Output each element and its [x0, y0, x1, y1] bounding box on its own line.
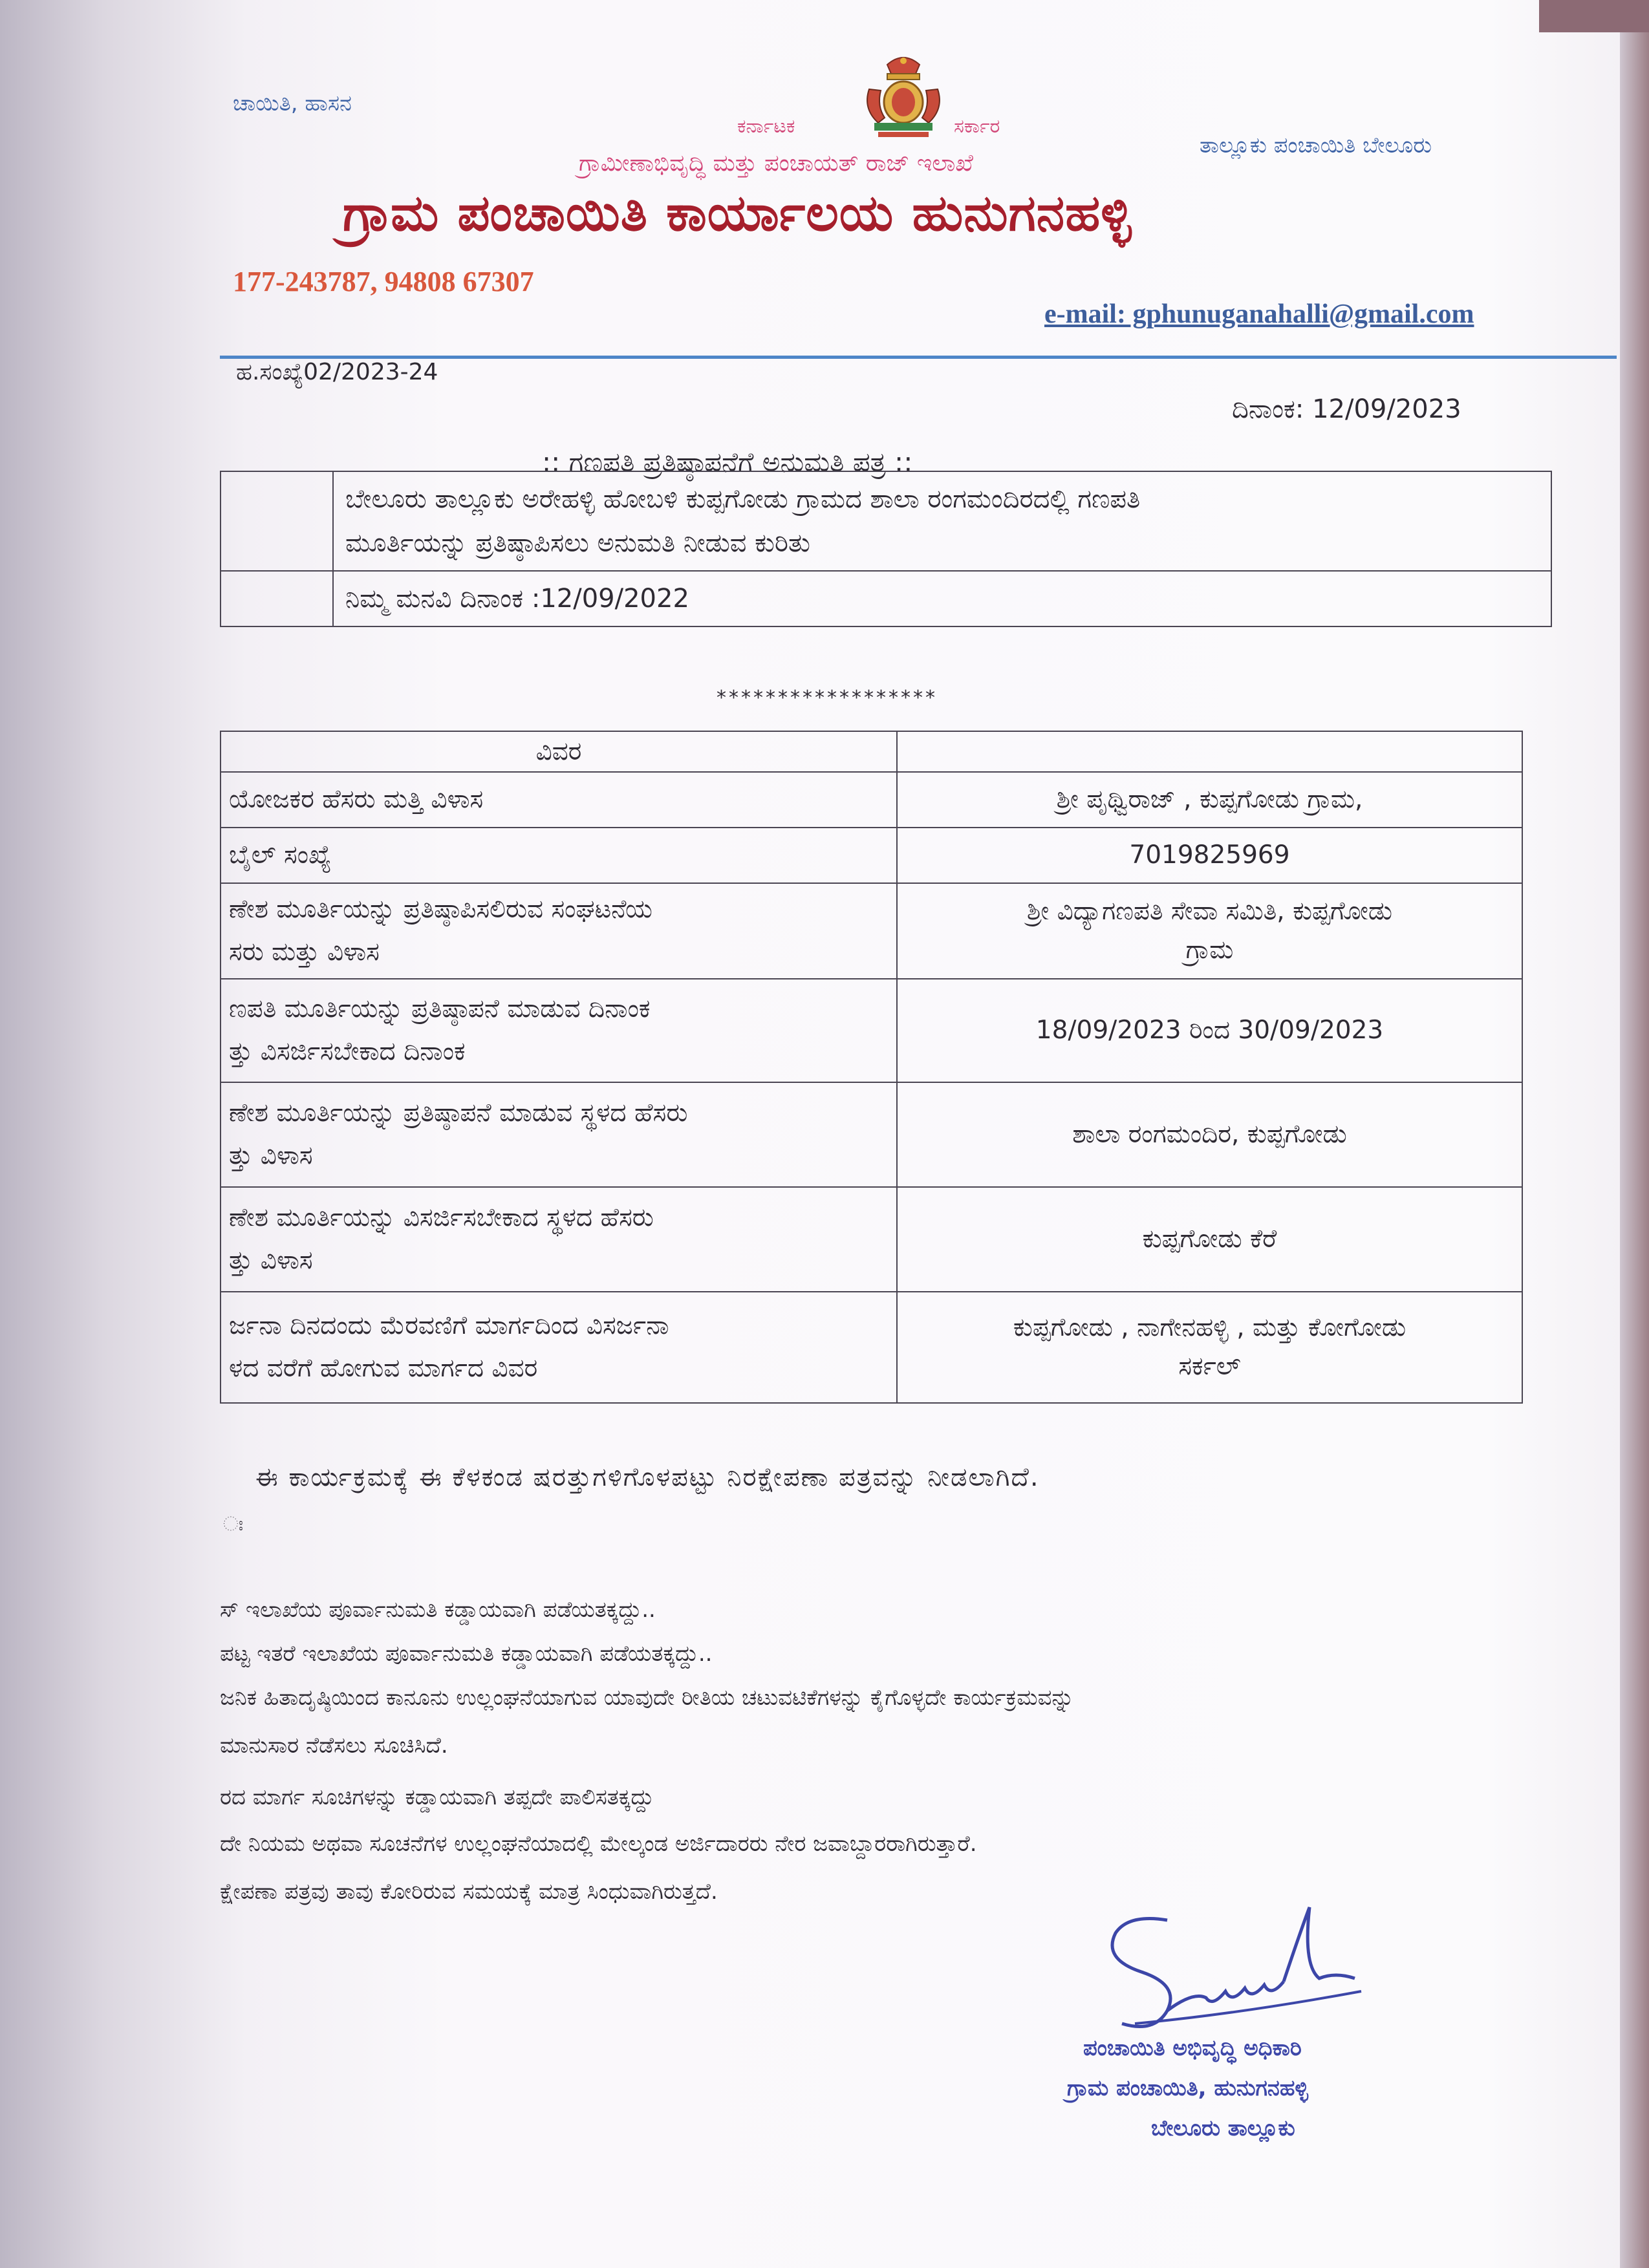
details-label: ಣಪತಿ ಮೂರ್ತಿಯನ್ನು ಪ್ರತಿಷ್ಠಾಪನೆ ಮಾಡುವ ದಿನಾಂಕ: [229, 994, 651, 1023]
condition-item: ಜನಿಕ ಹಿತಾದೃಷ್ಠಿಯಿಂದ ಕಾನೂನು ಉಲ್ಲಂಘನೆಯಾಗುವ ಯಾವುದೇ ರೀತಿಯ ಚಟುವಟಿಕೆಗಳನ್ನು ಕೈಗೊಳ್ಳದೇ ಕಾರ್ಯಕ್ರಮವನ್ನು: [220, 1685, 1074, 1711]
details-value: 7019825969: [1129, 840, 1290, 870]
stamp-taluk: ಬೇಲೂರು ತಾಲ್ಲೂಕು: [1151, 2115, 1295, 2141]
officer-signature: [1070, 1894, 1381, 2043]
details-label-cell: [221, 1187, 897, 1292]
state-label-left: ಕರ್ನಾಟಕ: [737, 115, 795, 138]
reference-label-cell: [221, 571, 333, 626]
details-row: [221, 883, 1522, 979]
condition-item: ರದ ಮಾರ್ಗ ಸೂಚಿಗಳನ್ನು ಕಡ್ಡಾಯವಾಗಿ ತಪ್ಪದೇ ಪಾಲಿಸತಕ್ಕದ್ದು: [220, 1784, 654, 1810]
subject-box: [220, 471, 1552, 627]
condition-item: ಸ್ ಇಲಾಖೆಯ ಪೂರ್ವಾನುಮತಿ ಕಡ್ಡಾಯವಾಗಿ ಪಡೆಯತಕ್ಕದ್ದು..: [220, 1597, 656, 1623]
request-reference: ನಿಮ್ಮ ಮನವಿ ದಿನಾಂಕ :12/09/2022: [333, 571, 1551, 626]
details-row: [221, 979, 1522, 1082]
department-name: ಗ್ರಾಮೀಣಾಭಿವೃದ್ಧಿ ಮತ್ತು ಪಂಚಾಯತ್ ರಾಜ್ ಇಲಾಖೆ: [579, 150, 973, 177]
details-value: ಸರ್ಕಲ್: [1178, 1352, 1241, 1381]
details-value-cell: [897, 883, 1522, 979]
details-value: ಕುಪ್ಪಗೋಡು ಕೆರೆ: [1142, 1225, 1277, 1254]
details-label: ಳದ ವರೆಗೆ ಹೋಗುವ ಮಾರ್ಗದ ವಿವರ: [229, 1354, 538, 1383]
details-value-cell: [897, 1082, 1522, 1187]
office-name: ಗ್ರಾಮ ಪಂಚಾಯಿತಿ ಕಾರ್ಯಾಲಯ ಹುನುಗನಹಳ್ಳಿ: [343, 184, 1132, 242]
details-value-cell: [897, 772, 1522, 828]
details-label: ಸರು ಮತ್ತು ವಿಳಾಸ: [229, 937, 380, 967]
details-row: [221, 1292, 1522, 1403]
details-row: [221, 1187, 1522, 1292]
details-label: ತ್ತು ವಿಳಾಸ: [229, 1141, 313, 1170]
conditions-intro: ಈ ಕಾರ್ಯಕ್ರಮಕ್ಕೆ ಈ ಕೆಳಕಂಡ ಷರತ್ತುಗಳಿಗೊಳಪಟ್ಟು ನಿರಕ್ಷೇಪಣಾ ಪತ್ರವನ್ನು ನೀಡಲಾಗಿದೆ.: [255, 1462, 1040, 1492]
details-header: ವಿವರ: [221, 731, 897, 772]
subject-line: ಮೂರ್ತಿಯನ್ನು ಪ್ರತಿಷ್ಠಾಪಿಸಲು ಅನುಮತಿ ನೀಡುವ ಕುರಿತು: [345, 528, 810, 558]
details-label: ಣೇಶ ಮೂರ್ತಿಯನ್ನು ಪ್ರತಿಷ್ಠಾಪನೆ ಮಾಡುವ ಸ್ಥಳದ ಹೆಸರು: [229, 1098, 688, 1128]
page-edge-shadow: [1620, 0, 1649, 2268]
separator-stars: ******************: [717, 687, 938, 709]
details-row: [221, 828, 1522, 883]
details-row: [221, 772, 1522, 828]
details-value-cell: [897, 1187, 1522, 1292]
condition-item: ಪಟ್ಟ ಇತರೆ ಇಲಾಖೆಯ ಪೂರ್ವಾನುಮತಿ ಕಡ್ಡಾಯವಾಗಿ ಪಡೆಯತಕ್ಕದ್ದು..: [220, 1641, 713, 1667]
details-label-cell: [221, 1082, 897, 1187]
details-value: 18/09/2023 ರಿಂದ 30/09/2023: [1035, 1016, 1384, 1045]
subject-line: ಬೇಲೂರು ತಾಲ್ಲೂಕು ಅರೇಹಳ್ಳಿ ಹೋಬಳಿ ಕುಪ್ಪಗೋಡು ಗ್ರಾಮದ ಶಾಲಾ ರಂಗಮಂದಿರದಲ್ಲಿ ಗಣಪತಿ: [345, 484, 1141, 514]
details-row: [221, 1082, 1522, 1187]
conditions-heading: ಃ: [223, 1513, 244, 1535]
stamp-designation: ಪಂಚಾಯಿತಿ ಅಭಿವೃದ್ಧಿ ಅಧಿಕಾರಿ: [1083, 2035, 1302, 2061]
taluk-office-label: ತಾಲ್ಲೂಕು ಪಂಚಾಯಿತಿ ಬೇಲೂರು: [1200, 133, 1432, 158]
details-value: ಶ್ರೀ ವಿದ್ಯಾಗಣಪತಿ ಸೇವಾ ಸಮಿತಿ, ಕುಪ್ಪಗೋಡು: [1026, 897, 1393, 926]
details-label: ತ್ತು ವಿಳಾಸ: [229, 1246, 313, 1275]
details-header-blank: [897, 731, 1522, 772]
condition-item: ದೇ ನಿಯಮ ಅಥವಾ ಸೂಚನೆಗಳ ಉಲ್ಲಂಘನೆಯಾದಲ್ಲಿ ಮೇಲ್ಕಂಡ ಅರ್ಜಿದಾರರು ನೇರ ಜವಾಬ್ದಾರರಾಗಿರುತ್ತಾರೆ.: [220, 1831, 977, 1857]
reference-number: ಹ.ಸಂಖ್ಯೆ02/2023-24: [236, 359, 438, 385]
details-label: ತ್ತು ವಿಸರ್ಜಿಸಬೇಕಾದ ದಿನಾಂಕ: [229, 1037, 466, 1066]
subject-label-cell: [221, 471, 333, 571]
details-value-cell: [897, 1292, 1522, 1403]
details-value: ಶಾಲಾ ರಂಗಮಂದಿರ, ಕುಪ್ಪಗೋಡು: [1072, 1120, 1347, 1149]
background-strip: [1539, 0, 1649, 32]
stamp-office: ಗ್ರಾಮ ಪಂಚಾಯಿತಿ, ಹುನುಗನಹಳ್ಳಿ: [1067, 2075, 1309, 2101]
email-address[interactable]: e-mail: gphunuganahalli@gmail.com: [1044, 299, 1474, 329]
details-label-cell: [221, 1292, 897, 1403]
details-label: ರ್ಜನಾ ದಿನದಂದು ಮೆರವಣಿಗೆ ಮಾರ್ಗದಿಂದ ವಿಸರ್ಜನಾ: [229, 1311, 669, 1340]
details-label: ಬೈಲ್ ಸಂಖ್ಯೆ: [229, 840, 332, 870]
details-label-cell: [221, 772, 897, 828]
karnataka-emblem: [855, 50, 952, 141]
details-value-cell: [897, 979, 1522, 1082]
details-label: ಯೋಜಕರ ಹೆಸರು ಮತ್ತಿ ವಿಳಾಸ: [229, 785, 484, 814]
details-value: ಕುಪ್ಪಗೋಡು , ನಾಗೇನಹಳ್ಳಿ , ಮತ್ತು ಕೋಗೋಡು: [1013, 1313, 1406, 1342]
details-label: ಣೇಶ ಮೂರ್ತಿಯನ್ನು ವಿಸರ್ಜಿಸಬೇಕಾದ ಸ್ಥಳದ ಹೆಸರು: [229, 1203, 654, 1232]
condition-item: ಮಾನುಸಾರ ನೆಡೆಸಲು ಸೂಚಿಸಿದೆ.: [220, 1733, 448, 1759]
details-value: ಗ್ರಾಮ: [1185, 936, 1234, 965]
details-label: ಣೇಶ ಮೂರ್ತಿಯನ್ನು ಪ್ರತಿಷ್ಠಾಪಿಸಲಿರುವ ಸಂಘಟನೆಯ: [229, 895, 652, 924]
details-label-cell: [221, 979, 897, 1082]
details-label-cell: [221, 828, 897, 883]
details-table: [220, 731, 1523, 1404]
letter-heading: :: ಗಣಪತಿ ಪ್ರತಿಷ್ಠಾಪನೆಗೆ ಅನುಮತಿ ಪತ್ರ ::: [542, 446, 913, 478]
state-label-right: ಸರ್ಕಾರ: [954, 115, 1000, 138]
condition-item: ಕ್ಷೇಪಣಾ ಪತ್ರವು ತಾವು ಕೋರಿರುವ ಸಮಯಕ್ಕೆ ಮಾತ್ರ ಸಿಂಧುವಾಗಿರುತ್ತದೆ.: [220, 1879, 718, 1905]
phone-numbers: 177-243787, 94808 67307: [233, 266, 534, 297]
details-value-cell: [897, 828, 1522, 883]
details-value: ಶ್ರೀ ಪೃಥ್ವಿರಾಜ್ , ಕುಪ್ಪಗೋಡು ಗ್ರಾಮ,: [1056, 785, 1363, 814]
letter-date: ದಿನಾಂಕ: 12/09/2023: [1232, 394, 1461, 424]
subject-text: [333, 471, 1551, 571]
district-office-label: ಚಾಯಿತಿ, ಹಾಸನ: [233, 91, 352, 116]
details-label-cell: [221, 883, 897, 979]
